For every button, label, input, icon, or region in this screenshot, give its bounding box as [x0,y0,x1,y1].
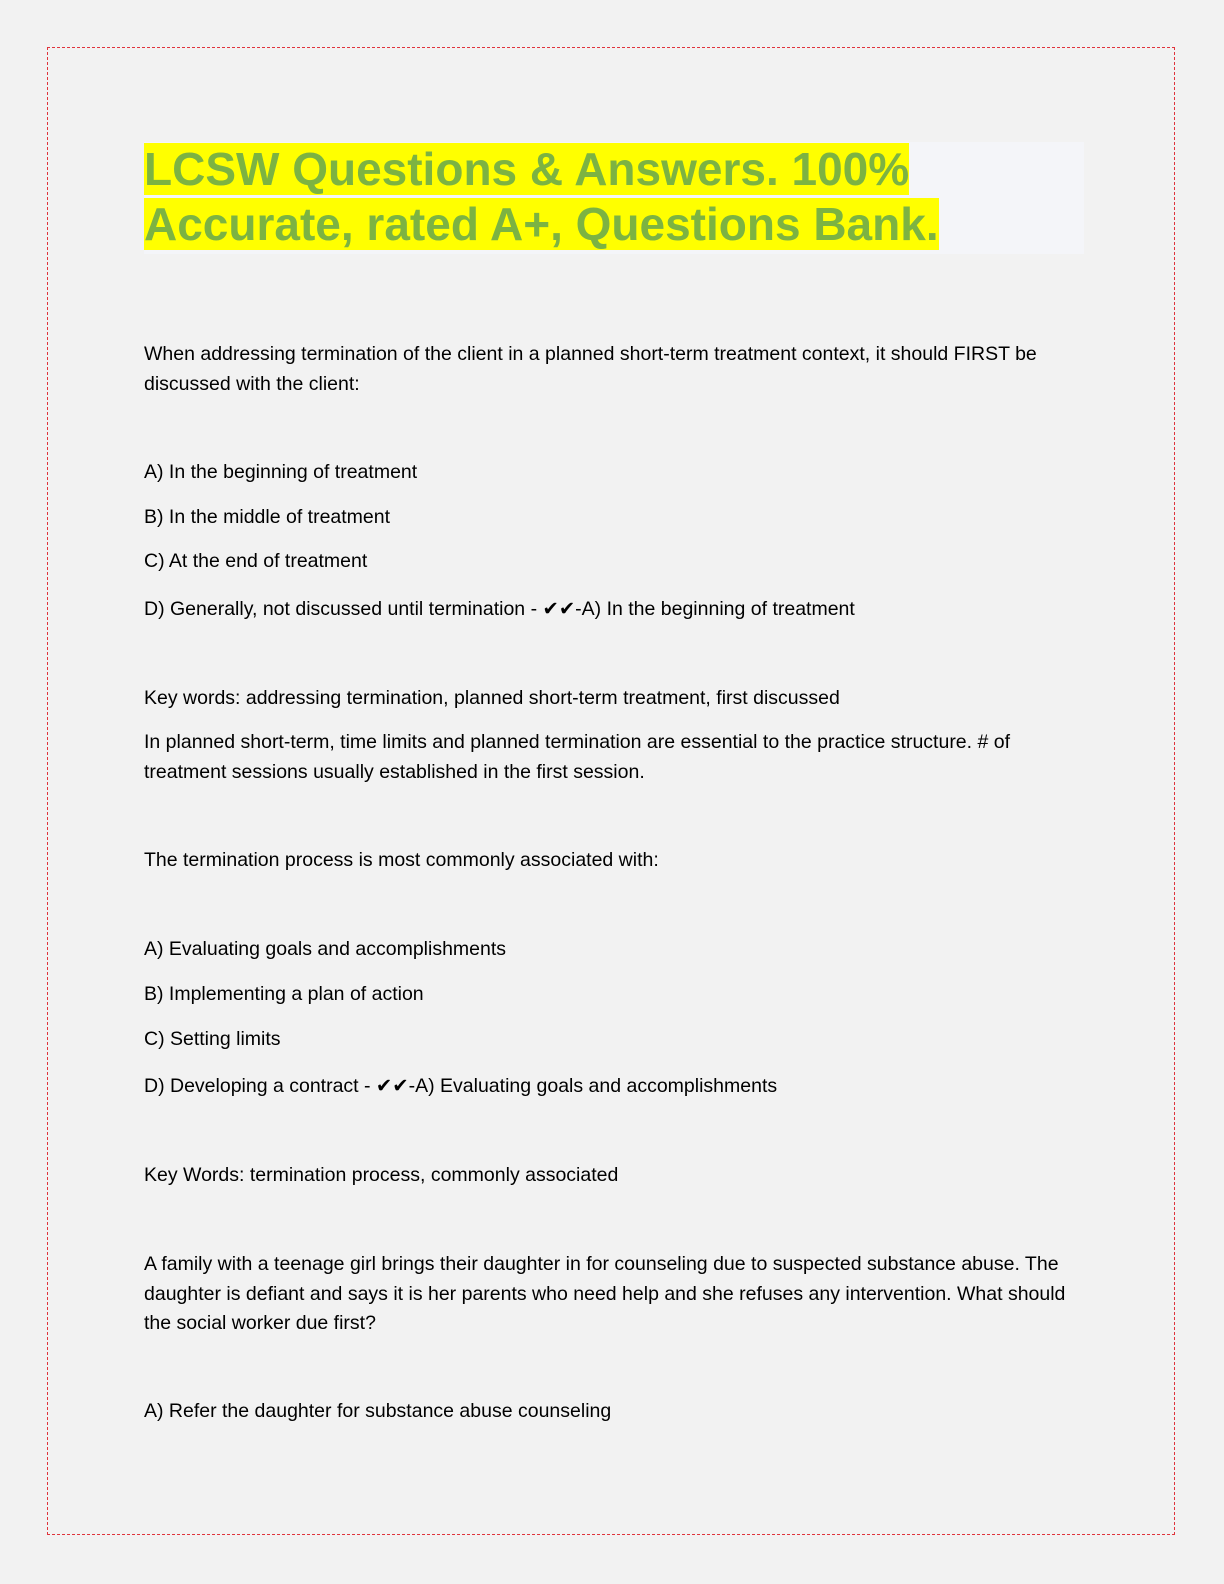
title-line-1: LCSW Questions & Answers. 100% [144,143,910,195]
q3-question: A family with a teenage girl brings their daughter in for counseling due to suspected substance abuse. The daughter is defiant and says it is her parents who need help and she refuses any intervention. What should the social worker due first? [144,1253,1066,1334]
q1-question: When addressing termination of the client in a planned short-term treatment context, it should FIRST be discussed with the client: [144,343,1037,395]
q2-question: The termination process is most commonly associated with: [144,849,659,871]
q2-option-a: A) Evaluating goals and accomplishments [144,938,507,960]
q2-option-b: B) Implementing a plan of action [144,983,424,1005]
q2-option-c: C) Setting limits [144,1028,281,1050]
document-content [144,142,1084,254]
q1-option-a: A) In the beginning of treatment [144,461,418,483]
q1-option-b: B) In the middle of treatment [144,506,391,528]
q2-key-words: Key Words: termination process, commonly associated [144,1164,619,1186]
q3-option-a: A) Refer the daughter for substance abuse counseling [144,1400,612,1422]
q1-key-words: Key words: addressing termination, planned short-term treatment, first discussed [144,687,840,709]
title-block [144,142,1084,254]
q1-explanation: In planned short-term, time limits and planned termination are essential to the practice structure. # of treatment sessions usually established in the first session. [144,731,1011,783]
q2-option-d-answer: D) Developing a contract - ✔✔-A) Evaluating goals and accomplishments [144,1075,778,1097]
q1-option-d-answer: D) Generally, not discussed until termination - ✔✔-A) In the beginning of treatment [144,598,855,620]
title-line-2: Accurate, rated A+, Questions Bank. [144,198,939,250]
q1-option-c: C) At the end of treatment [144,550,368,572]
document-title [144,142,1084,252]
